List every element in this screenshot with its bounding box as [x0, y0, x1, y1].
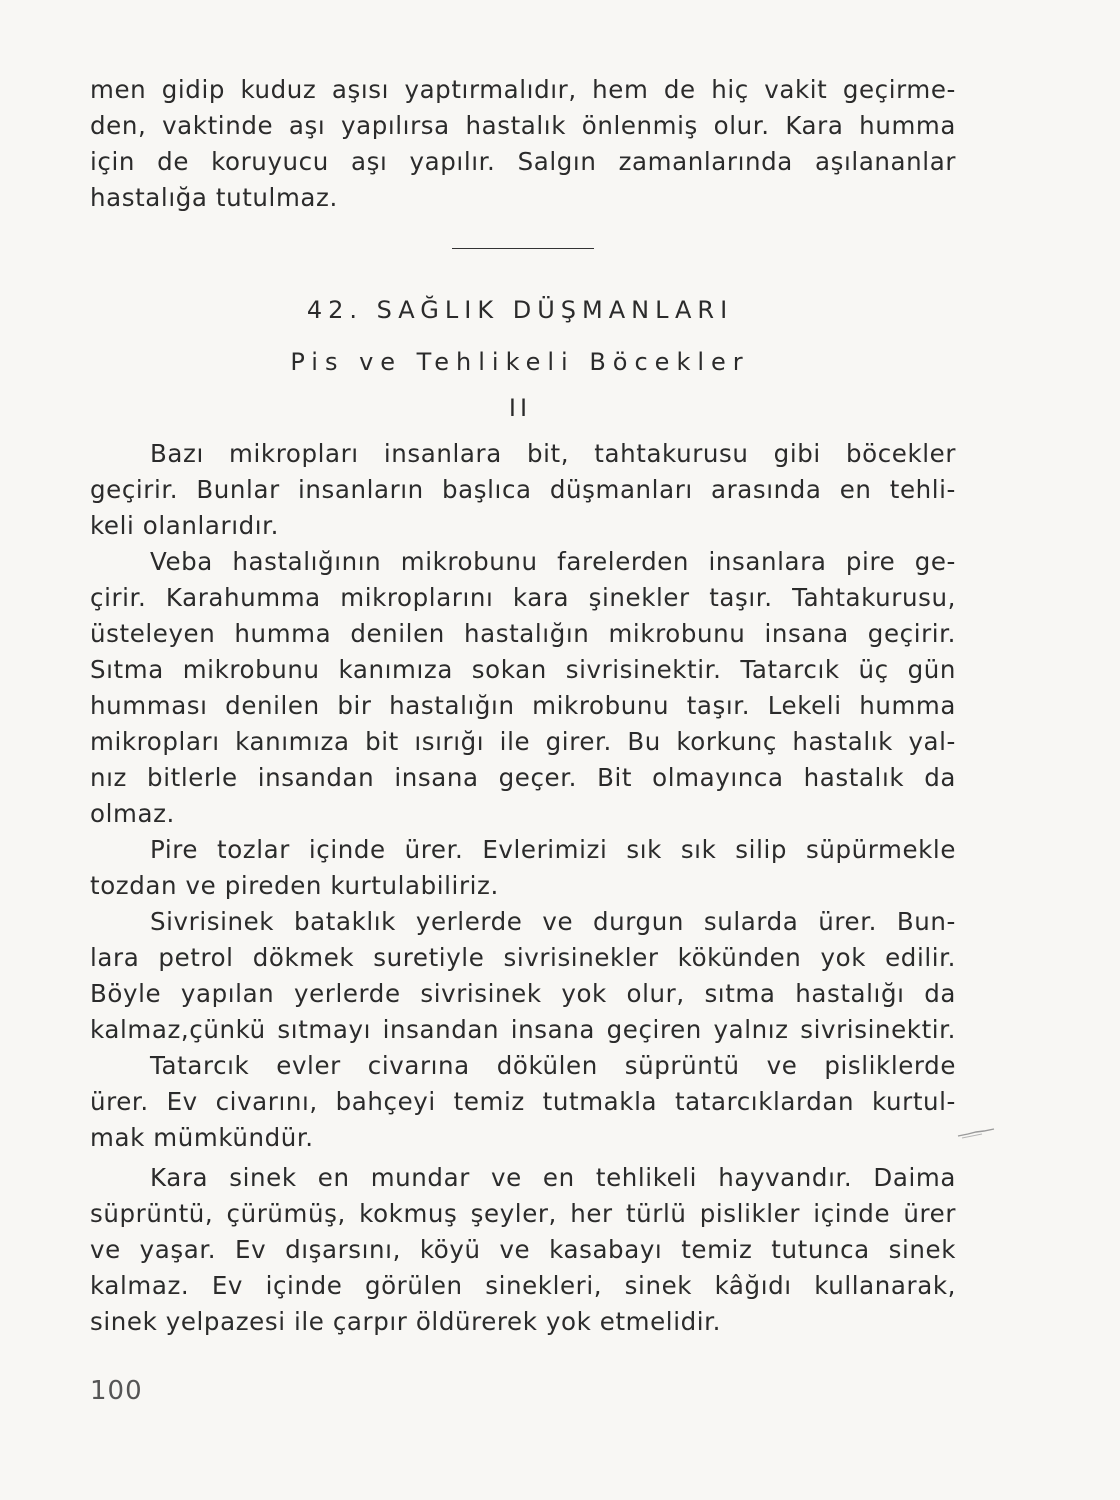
text-line: geçirir. Bunlar insanların başlıca düşmanları arasında en tehli-: [90, 475, 956, 504]
text-line: üsteleyen humma denilen hastalığın mikrobunu insana geçirir.: [90, 619, 956, 648]
text-line: hastalığa tutulmaz.: [90, 183, 338, 212]
chapter-subtitle: Pis ve Tehlikeli Böcekler: [290, 348, 750, 376]
text-line: Pire tozlar içinde ürer. Evlerimizi sık sık silip süpürmekle: [150, 835, 956, 864]
text-line: Veba hastalığının mikrobunu farelerden insanlara pire ge-: [150, 547, 956, 576]
text-line: ürer. Ev civarını, bahçeyi temiz tutmakla tatarcıklardan kurtul-: [90, 1087, 956, 1116]
text-line: tozdan ve pireden kurtulabiliriz.: [90, 871, 499, 900]
page-number: 100: [90, 1376, 143, 1406]
text-line: için de koruyucu aşı yapılır. Salgın zamanlarında aşılananlar: [90, 147, 956, 176]
text-line: kalmaz. Ev içinde görülen sinekleri, sinek kâğıdı kullanarak,: [90, 1271, 956, 1300]
text-line: nız bitlerle insandan insana geçer. Bit olmayınca hastalık da: [90, 763, 956, 792]
section-divider: [452, 248, 594, 249]
text-line: ve yaşar. Ev dışarsını, köyü ve kasabayı temiz tutunca sinek: [90, 1235, 956, 1264]
text-line: humması denilen bir hastalığın mikrobunu taşır. Lekeli humma: [90, 691, 956, 720]
chapter-title: 42. SAĞLIK DÜŞMANLARI: [306, 296, 734, 324]
text-line: Sıtma mikrobunu kanımıza sokan sivrisinektir. Tatarcık üç gün: [90, 655, 956, 684]
text-line: den, vaktinde aşı yapılırsa hastalık önlenmiş olur. Kara humma: [90, 111, 956, 140]
text-line: süprüntü, çürümüş, kokmuş şeyler, her türlü pislikler içinde ürer: [90, 1199, 956, 1228]
text-line: Böyle yapılan yerlerde sivrisinek yok olur, sıtma hastalığı da: [90, 979, 956, 1008]
text-line: Kara sinek en mundar ve en tehlikeli hayvandır. Daima: [150, 1163, 956, 1192]
text-line: Sivrisinek bataklık yerlerde ve durgun sularda ürer. Bun-: [150, 907, 956, 936]
text-line: sinek yelpazesi ile çarpır öldürerek yok etmelidir.: [90, 1307, 721, 1336]
chapter-part-number: II: [508, 394, 532, 422]
text-line: lara petrol dökmek suretiyle sivrisinekler kökünden yok edilir.: [90, 943, 956, 972]
text-line: men gidip kuduz aşısı yaptırmalıdır, hem de hiç vakit geçirme-: [90, 75, 956, 104]
text-line: kalmaz,çünkü sıtmayı insandan insana geçiren yalnız sivrisinektir.: [90, 1015, 956, 1044]
text-line: çirir. Karahumma mikroplarını kara şinekler taşır. Tahtakurusu,: [90, 583, 956, 612]
text-line: mak mümkündür.: [90, 1123, 314, 1152]
text-line: Bazı mikropları insanlara bit, tahtakurusu gibi böcekler: [150, 439, 956, 468]
ink-smudge-icon: [956, 1126, 998, 1140]
text-line: olmaz.: [90, 799, 175, 828]
text-line: mikropları kanımıza bit ısırığı ile girer. Bu korkunç hastalık yal-: [90, 727, 956, 756]
text-line: keli olanlarıdır.: [90, 511, 279, 540]
text-line: Tatarcık evler civarına dökülen süprüntü ve pisliklerde: [150, 1051, 956, 1080]
